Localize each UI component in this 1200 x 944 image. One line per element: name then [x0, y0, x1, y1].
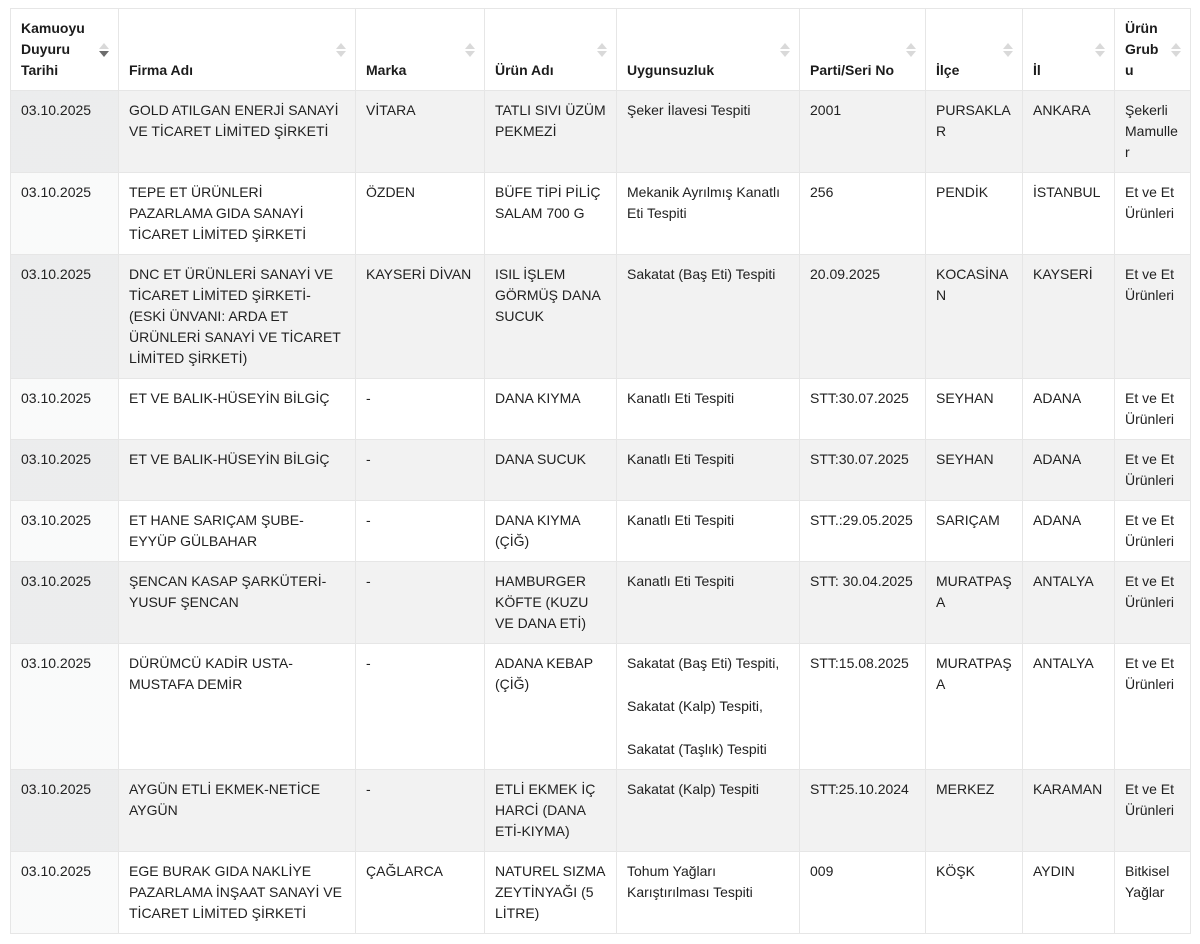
cell-tarih: 03.10.2025	[11, 562, 119, 644]
cell-marka: ÇAĞLARCA	[356, 852, 485, 934]
column-header-label: Ürün Adı	[495, 62, 554, 78]
sort-up-arrow	[336, 43, 346, 49]
column-header-label: Parti/Seri No	[810, 62, 895, 78]
column-header-parti[interactable]	[800, 9, 926, 91]
cell-marka: -	[356, 501, 485, 562]
sort-icon	[906, 43, 916, 57]
sort-down-arrow	[99, 51, 109, 57]
sort-down-arrow	[1003, 51, 1013, 57]
cell-firma: EGE BURAK GIDA NAKLİYE PAZARLAMA İNŞAAT SANAYİ VE TİCARET LİMİTED ŞİRKETİ	[119, 852, 356, 934]
sort-down-arrow	[906, 51, 916, 57]
table-row	[11, 562, 1191, 644]
column-header-il[interactable]	[1023, 9, 1115, 91]
cell-parti: STT:30.07.2025	[800, 379, 926, 440]
column-header-label: Kamuoyu Duyuru Tarihi	[21, 20, 85, 78]
column-header-label: Uygunsuzluk	[627, 62, 715, 78]
nonconformity-line: Kanatlı Eti Tespiti	[627, 390, 735, 406]
cell-tarih: 03.10.2025	[11, 440, 119, 501]
announcement-table-container	[10, 8, 1190, 934]
nonconformity-line: Tohum Yağları Karıştırılması Tespiti	[627, 863, 753, 900]
cell-ilce: PENDİK	[926, 173, 1023, 255]
column-header-tarih[interactable]	[11, 9, 119, 91]
column-header-label: Firma Adı	[129, 62, 194, 78]
sort-up-arrow	[465, 43, 475, 49]
sort-icon	[1095, 43, 1105, 57]
nonconformity-line: Kanatlı Eti Tespiti	[627, 573, 735, 589]
cell-il: İSTANBUL	[1023, 173, 1115, 255]
cell-il: AYDIN	[1023, 852, 1115, 934]
sort-down-arrow	[465, 51, 475, 57]
cell-firma: TEPE ET ÜRÜNLERİ PAZARLAMA GIDA SANAYİ TİCARET LİMİTED ŞİRKETİ	[119, 173, 356, 255]
column-header-label: Ürün Grubu	[1125, 20, 1159, 78]
cell-marka: KAYSERİ DİVAN	[356, 255, 485, 379]
cell-uygunsuzluk	[617, 562, 800, 644]
column-header-ilce[interactable]	[926, 9, 1023, 91]
cell-parti: STT:30.07.2025	[800, 440, 926, 501]
sort-down-arrow	[1171, 51, 1181, 57]
cell-ilce: MURATPAŞA	[926, 562, 1023, 644]
table-row	[11, 255, 1191, 379]
cell-grup: Et ve Et Ürünleri	[1115, 379, 1191, 440]
cell-grup: Et ve Et Ürünleri	[1115, 440, 1191, 501]
sort-up-arrow	[99, 43, 109, 49]
cell-tarih: 03.10.2025	[11, 255, 119, 379]
cell-tarih: 03.10.2025	[11, 91, 119, 173]
sort-down-arrow	[597, 51, 607, 57]
nonconformity-line: Mekanik Ayrılmış Kanatlı Eti Tespiti	[627, 184, 781, 221]
cell-ilce: MERKEZ	[926, 770, 1023, 852]
cell-tarih: 03.10.2025	[11, 501, 119, 562]
sort-up-arrow	[906, 43, 916, 49]
table-row	[11, 770, 1191, 852]
column-header-label: İlçe	[936, 62, 960, 78]
cell-il: ANTALYA	[1023, 644, 1115, 770]
cell-grup: Et ve Et Ürünleri	[1115, 562, 1191, 644]
cell-uygunsuzluk	[617, 644, 800, 770]
column-header-grup[interactable]	[1115, 9, 1191, 91]
cell-uygunsuzluk	[617, 501, 800, 562]
table-header-row	[11, 9, 1191, 91]
cell-ilce: SEYHAN	[926, 379, 1023, 440]
cell-parti: STT:15.08.2025	[800, 644, 926, 770]
cell-grup: Et ve Et Ürünleri	[1115, 770, 1191, 852]
cell-firma: DÜRÜMCÜ KADİR USTA-MUSTAFA DEMİR	[119, 644, 356, 770]
cell-tarih: 03.10.2025	[11, 770, 119, 852]
column-header-marka[interactable]	[356, 9, 485, 91]
cell-tarih: 03.10.2025	[11, 173, 119, 255]
cell-urun: ISIL İŞLEM GÖRMÜŞ DANA SUCUK	[485, 255, 617, 379]
cell-il: KARAMAN	[1023, 770, 1115, 852]
cell-il: ADANA	[1023, 440, 1115, 501]
column-header-uygunsuzluk[interactable]	[617, 9, 800, 91]
cell-firma: ET HANE SARIÇAM ŞUBE-EYYÜP GÜLBAHAR	[119, 501, 356, 562]
cell-parti: 20.09.2025	[800, 255, 926, 379]
sort-icon	[99, 43, 109, 57]
sort-up-arrow	[780, 43, 790, 49]
nonconformity-line: Sakatat (Kalp) Tespiti	[627, 781, 760, 797]
cell-grup: Bitkisel Yağlar	[1115, 852, 1191, 934]
table-row	[11, 440, 1191, 501]
cell-uygunsuzluk	[617, 379, 800, 440]
cell-firma: ŞENCAN KASAP ŞARKÜTERİ-YUSUF ŞENCAN	[119, 562, 356, 644]
public-announcement-table	[10, 8, 1191, 934]
table-row	[11, 173, 1191, 255]
cell-ilce: MURATPAŞA	[926, 644, 1023, 770]
cell-uygunsuzluk	[617, 255, 800, 379]
sort-up-arrow	[597, 43, 607, 49]
cell-grup: Et ve Et Ürünleri	[1115, 255, 1191, 379]
cell-marka: ÖZDEN	[356, 173, 485, 255]
cell-firma: GOLD ATILGAN ENERJİ SANAYİ VE TİCARET LİMİTED ŞİRKETİ	[119, 91, 356, 173]
cell-urun: ADANA KEBAP (ÇİĞ)	[485, 644, 617, 770]
cell-ilce: PURSAKLAR	[926, 91, 1023, 173]
table-body	[11, 91, 1191, 934]
cell-parti: 2001	[800, 91, 926, 173]
cell-uygunsuzluk	[617, 770, 800, 852]
cell-il: KAYSERİ	[1023, 255, 1115, 379]
cell-ilce: SARIÇAM	[926, 501, 1023, 562]
nonconformity-line: Kanatlı Eti Tespiti	[627, 512, 735, 528]
table-row	[11, 644, 1191, 770]
cell-uygunsuzluk	[617, 852, 800, 934]
cell-grup: Et ve Et Ürünleri	[1115, 501, 1191, 562]
cell-urun: BÜFE TİPİ PİLİÇ SALAM 700 G	[485, 173, 617, 255]
cell-uygunsuzluk	[617, 173, 800, 255]
cell-marka: -	[356, 379, 485, 440]
nonconformity-line: Şeker İlavesi Tespiti	[627, 102, 751, 118]
table-row	[11, 379, 1191, 440]
cell-il: ANTALYA	[1023, 562, 1115, 644]
cell-marka: -	[356, 562, 485, 644]
cell-il: ANKARA	[1023, 91, 1115, 173]
cell-firma: DNC ET ÜRÜNLERİ SANAYİ VE TİCARET LİMİTED ŞİRKETİ-(ESKİ ÜNVANI: ARDA ET ÜRÜNLERİ SANAYİ VE TİCARET LİMİTED ŞİRKETİ)	[119, 255, 356, 379]
cell-grup: Şekerli Mamuller	[1115, 91, 1191, 173]
cell-urun: DANA KIYMA (ÇİĞ)	[485, 501, 617, 562]
nonconformity-line: Sakatat (Kalp) Tespiti,	[627, 698, 763, 714]
nonconformity-line: Sakatat (Baş Eti) Tespiti,	[627, 655, 780, 671]
cell-grup: Et ve Et Ürünleri	[1115, 173, 1191, 255]
nonconformity-line: Sakatat (Baş Eti) Tespiti	[627, 266, 776, 282]
sort-icon	[597, 43, 607, 57]
table-row	[11, 501, 1191, 562]
cell-parti: STT: 30.04.2025	[800, 562, 926, 644]
sort-down-arrow	[1095, 51, 1105, 57]
cell-urun: TATLI SIVI ÜZÜM PEKMEZİ	[485, 91, 617, 173]
cell-il: ADANA	[1023, 501, 1115, 562]
cell-grup: Et ve Et Ürünleri	[1115, 644, 1191, 770]
cell-marka: -	[356, 770, 485, 852]
cell-tarih: 03.10.2025	[11, 644, 119, 770]
cell-marka: VİTARA	[356, 91, 485, 173]
column-header-label: Marka	[366, 62, 407, 78]
cell-ilce: KOCASİNAN	[926, 255, 1023, 379]
cell-il: ADANA	[1023, 379, 1115, 440]
sort-down-arrow	[780, 51, 790, 57]
sort-up-arrow	[1003, 43, 1013, 49]
cell-urun: ETLİ EKMEK İÇ HARCİ (DANA ETİ-KIYMA)	[485, 770, 617, 852]
column-header-urun[interactable]	[485, 9, 617, 91]
column-header-firma[interactable]	[119, 9, 356, 91]
cell-firma: AYGÜN ETLİ EKMEK-NETİCE AYGÜN	[119, 770, 356, 852]
cell-ilce: SEYHAN	[926, 440, 1023, 501]
cell-firma: ET VE BALIK-HÜSEYİN BİLGİÇ	[119, 440, 356, 501]
cell-parti: STT:25.10.2024	[800, 770, 926, 852]
sort-up-arrow	[1171, 43, 1181, 49]
sort-icon	[1171, 43, 1181, 57]
cell-ilce: KÖŞK	[926, 852, 1023, 934]
cell-firma: ET VE BALIK-HÜSEYİN BİLGİÇ	[119, 379, 356, 440]
sort-down-arrow	[336, 51, 346, 57]
table-row	[11, 91, 1191, 173]
sort-icon	[336, 43, 346, 57]
cell-urun: HAMBURGER KÖFTE (KUZU VE DANA ETİ)	[485, 562, 617, 644]
sort-up-arrow	[1095, 43, 1105, 49]
cell-urun: NATUREL SIZMA ZEYTİNYAĞI (5 LİTRE)	[485, 852, 617, 934]
table-row	[11, 852, 1191, 934]
table-header	[11, 9, 1191, 91]
cell-tarih: 03.10.2025	[11, 852, 119, 934]
cell-uygunsuzluk	[617, 440, 800, 501]
sort-icon	[465, 43, 475, 57]
column-header-label: İl	[1033, 62, 1041, 78]
sort-icon	[1003, 43, 1013, 57]
cell-parti: 009	[800, 852, 926, 934]
nonconformity-line: Kanatlı Eti Tespiti	[627, 451, 735, 467]
cell-marka: -	[356, 644, 485, 770]
cell-tarih: 03.10.2025	[11, 379, 119, 440]
cell-urun: DANA KIYMA	[485, 379, 617, 440]
sort-icon	[780, 43, 790, 57]
cell-marka: -	[356, 440, 485, 501]
cell-urun: DANA SUCUK	[485, 440, 617, 501]
cell-parti: STT.:29.05.2025	[800, 501, 926, 562]
cell-parti: 256	[800, 173, 926, 255]
nonconformity-line: Sakatat (Taşlık) Tespiti	[627, 741, 767, 757]
cell-uygunsuzluk	[617, 91, 800, 173]
